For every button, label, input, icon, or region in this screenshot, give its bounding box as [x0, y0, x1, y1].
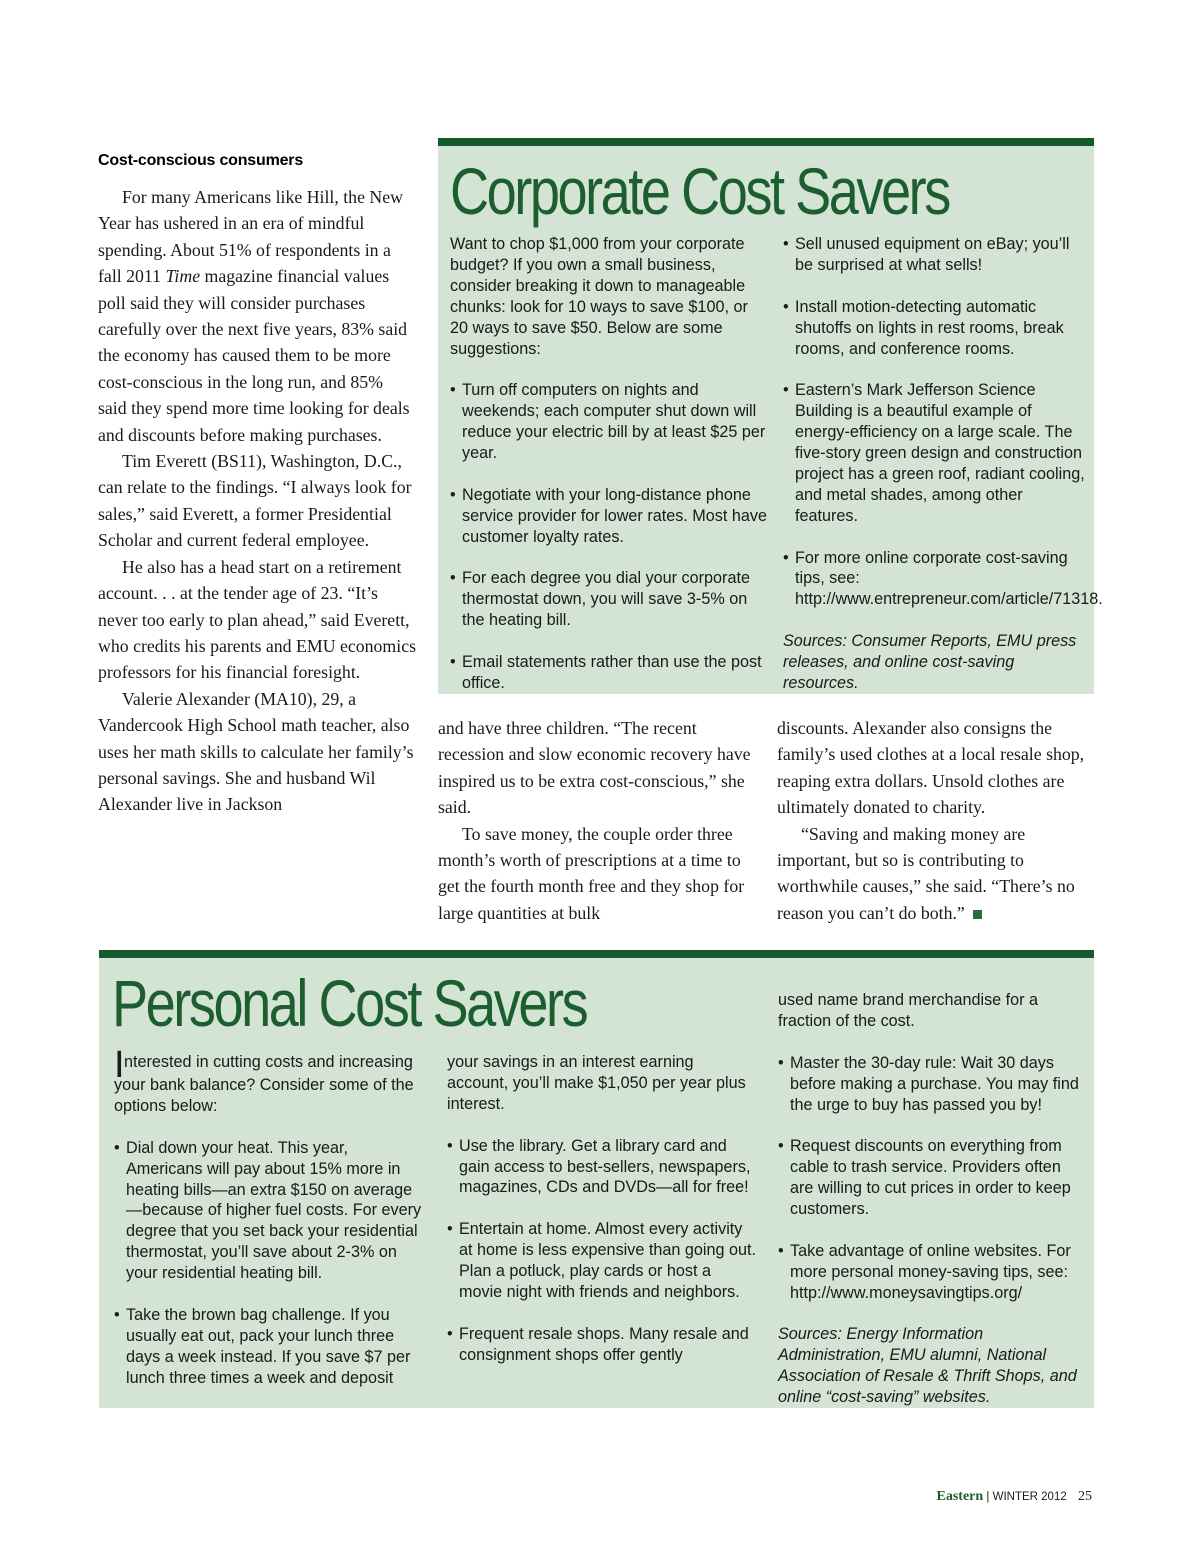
personal-column-1	[114, 1044, 424, 1389]
corporate-right-column	[783, 234, 1103, 694]
list-item: • Request discounts on everything from cable to trash service. Providers often are willing to cut prices in order to keep customers.	[778, 1137, 1071, 1219]
bullet-icon: •	[783, 235, 789, 253]
article-paragraph: To save money, the couple order three month’s worth of prescriptions at a time to get the fourth month free and they shop for large quantities at bulk	[438, 823, 745, 923]
drop-cap: I	[114, 1044, 125, 1086]
list-item: • For each degree you dial your corporate thermostat down, you will save 3-5% on the heating bill.	[450, 569, 750, 630]
sidebar-title: Corporate Cost Savers	[450, 154, 949, 228]
page-number: 25	[1078, 1489, 1092, 1504]
magazine-brand: Eastern	[936, 1489, 984, 1504]
article-paragraph: discounts. Alexander also consigns the family’s used clothes at a local resale shop, reaping extra dollars. Unsold clothes are ultimately donated to charity.	[777, 718, 1085, 818]
corporate-cost-savers-sidebar	[438, 138, 1103, 694]
list-item: • Entertain at home. Almost every activity at home is less expensive than going out. Plan a potluck, play cards or host a movie night with friends and neighbors.	[447, 1220, 756, 1301]
list-item: • Use the library. Get a library card and gain access to best-sellers, newspapers, magazines, CDs and DVDs—all for free!	[447, 1136, 751, 1197]
list-item: • Sell unused equipment on eBay; you’ll be surprised at what sells!	[783, 235, 1070, 274]
personal-column-3	[778, 990, 1088, 1408]
issue-label: | WINTER 2012	[986, 1491, 1067, 1503]
bullet-icon: •	[450, 569, 456, 588]
article-paragraph: and have three children. “The recent recession and slow economic recovery have inspired us to be extra cost-conscious,” she said.	[438, 718, 751, 818]
sidebar-title: Personal Cost Savers	[112, 966, 587, 1040]
list-item: • Turn off computers on nights and weekends; each computer shut down will reduce your electric bill by at least $25 per year.	[450, 381, 766, 463]
article-paragraph: Valerie Alexander (MA10), 29, a Vandercook High School math teacher, also uses her math skills to calculate her family’s personal savings. She and husband Wil Alexander live in Jackson	[98, 688, 414, 815]
list-item: • Take advantage of online websites. For more personal money-saving tips, see: http://www.moneysavingtips.org/	[778, 1241, 1071, 1302]
article-paragraph: He also has a head start on a retirement account. . . at the tender age of 23. “It’s never too early to plan ahead,” said Everett, who credits his parents and EMU economics professors for his financial foresight.	[98, 556, 417, 683]
personal-column-2	[447, 1052, 757, 1366]
list-item-continuation: used name brand merchandise for a fraction of the cost.	[778, 991, 1039, 1030]
list-item: • Take the brown bag challenge. If you usually eat out, pack your lunch three days a week instead. If you save $7 per lunch three times a week and deposit	[114, 1305, 411, 1387]
list-item: • For more online corporate cost-saving tips, see: http://www.entrepreneur.com/article/71318.	[783, 548, 1103, 609]
sidebar-intro: Want to chop $1,000 from your corporate budget? If you own a small business, consider breaking it down to manageable chunks: look for 10 ways to save $100, or 20 ways to save $50. Below are some suggestions:	[450, 235, 748, 358]
bullet-icon: •	[450, 381, 456, 400]
section-heading: Cost-conscious consumers	[98, 152, 304, 169]
bullet-icon: •	[783, 381, 789, 400]
article-paragraph: For many Americans like Hill, the New Year has ushered in an era of mindful spending. About 51% of respondents in a fall 2011 Time magazine financial values poll said they will consider purchases carefully over the next five years, 83% said the economy has caused them to be more cost-conscious in the long run, and 85% said they spend more time looking for deals and discounts before making purchases.	[98, 187, 410, 445]
bullet-icon: •	[447, 1136, 453, 1155]
bullet-icon: •	[778, 1053, 784, 1072]
bullet-icon: •	[778, 1137, 784, 1156]
corporate-left-column	[450, 234, 770, 694]
sidebar-intro: Interested in cutting costs and increasing your bank balance? Consider some of the options below:	[114, 1044, 414, 1115]
sidebar-sources: Sources: Consumer Reports, EMU press releases, and online cost-saving resources.	[783, 632, 1077, 692]
list-item: • Install motion-detecting automatic shutoffs on lights in rest rooms, break rooms, and conference rooms.	[783, 297, 1064, 358]
list-item: • Master the 30-day rule: Wait 30 days before making a purchase. You may find the urge to buy has passed you by!	[778, 1053, 1079, 1114]
bullet-icon: •	[114, 1305, 120, 1324]
list-item: • Email statements rather than use the post office.	[450, 653, 762, 692]
list-item: • Dial down your heat. This year, Americans will pay about 15% more in heating bills—an extra $150 on average—because of higher fuel costs. For every degree that you set back your residential thermostat, you’ll save about 2-3% on your residential heating bill.	[114, 1138, 422, 1283]
article-paragraph: Tim Everett (BS11), Washington, D.C., can relate to the findings. “I always look for sales,” said Everett, a former Presidential Scholar and current federal employee.	[98, 451, 412, 551]
page-footer	[937, 1488, 1093, 1505]
bullet-icon: •	[783, 548, 789, 567]
bullet-icon: •	[450, 653, 456, 672]
list-item-continuation: your savings in an interest earning account, you’ll make $1,050 per year plus interest.	[447, 1053, 746, 1113]
list-item: • Negotiate with your long-distance phone service provider for lower rates. Most have customer loyalty rates.	[450, 485, 767, 546]
personal-cost-savers-sidebar	[99, 950, 1094, 1408]
bullet-icon: •	[447, 1220, 453, 1239]
article-column-2	[438, 715, 756, 926]
bullet-icon: •	[114, 1138, 120, 1157]
list-item: • Frequent resale shops. Many resale and consignment shops offer gently	[447, 1324, 749, 1364]
bullet-icon: •	[447, 1324, 453, 1343]
sidebar-sources: Sources: Energy Information Administration, EMU alumni, National Association of Resale & Thrift Shops, and online “cost-saving” websites.	[778, 1325, 1077, 1407]
article-column-3	[777, 715, 1095, 926]
bullet-icon: •	[783, 297, 789, 316]
bullet-icon: •	[450, 485, 456, 504]
article-paragraph: “Saving and making money are important, but so is contributing to worthwhile causes,” she said. “There’s no reason you can’t do both.”	[777, 823, 1075, 923]
article-column-1	[98, 152, 416, 818]
end-mark-icon	[973, 910, 982, 919]
bullet-icon: •	[778, 1241, 784, 1260]
list-item: • Eastern’s Mark Jefferson Science Building is a beautiful example of energy-efficiency on a large scale. The five-story green design and construction project has a green roof, radiant cooling, and metal shades, among other features.	[783, 381, 1085, 525]
